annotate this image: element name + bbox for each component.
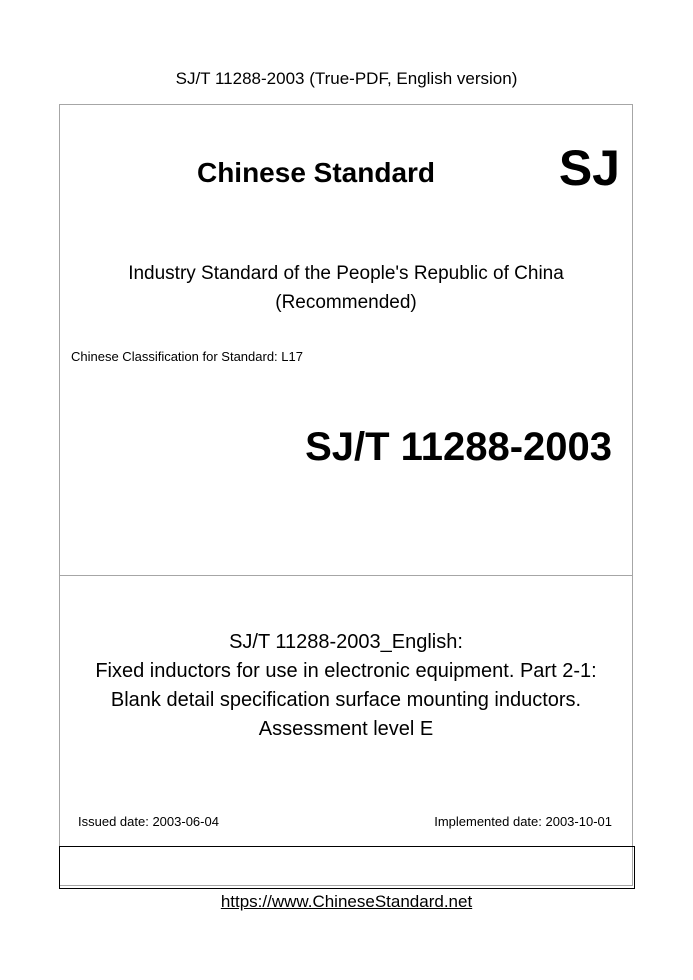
issued-date: Issued date: 2003-06-04 — [78, 814, 219, 829]
sj-logo: SJ — [558, 140, 620, 196]
standard-code: SJ/T 11288-2003 — [305, 425, 612, 469]
industry-line-2: (Recommended) — [275, 292, 417, 313]
implemented-date: Implemented date: 2003-10-01 — [434, 814, 612, 829]
cover-box — [59, 104, 633, 886]
footer-link[interactable]: https://www.ChineseStandard.net — [220, 892, 473, 911]
document-title-line-1: SJ/T 11288-2003_English: — [229, 631, 463, 653]
industry-standard-text — [60, 259, 632, 317]
bottom-bar — [59, 846, 635, 889]
industry-line-1: Industry Standard of the People's Republic of China — [128, 263, 564, 284]
document-title-section — [60, 576, 632, 846]
page-header: SJ/T 11288-2003 (True-PDF, English version) — [175, 69, 518, 88]
document-title-line-2: Fixed inductors for use in electronic equipment. Part 2-1: — [95, 660, 597, 682]
document-title — [60, 628, 632, 744]
cover-title: Chinese Standard — [196, 157, 436, 188]
cover-top-section — [60, 105, 632, 576]
classification-text: Chinese Classification for Standard: L17 — [71, 349, 303, 364]
document-title-line-4: Assessment level E — [258, 718, 434, 740]
document-title-line-3: Blank detail specification surface mounting inductors. — [110, 689, 582, 711]
